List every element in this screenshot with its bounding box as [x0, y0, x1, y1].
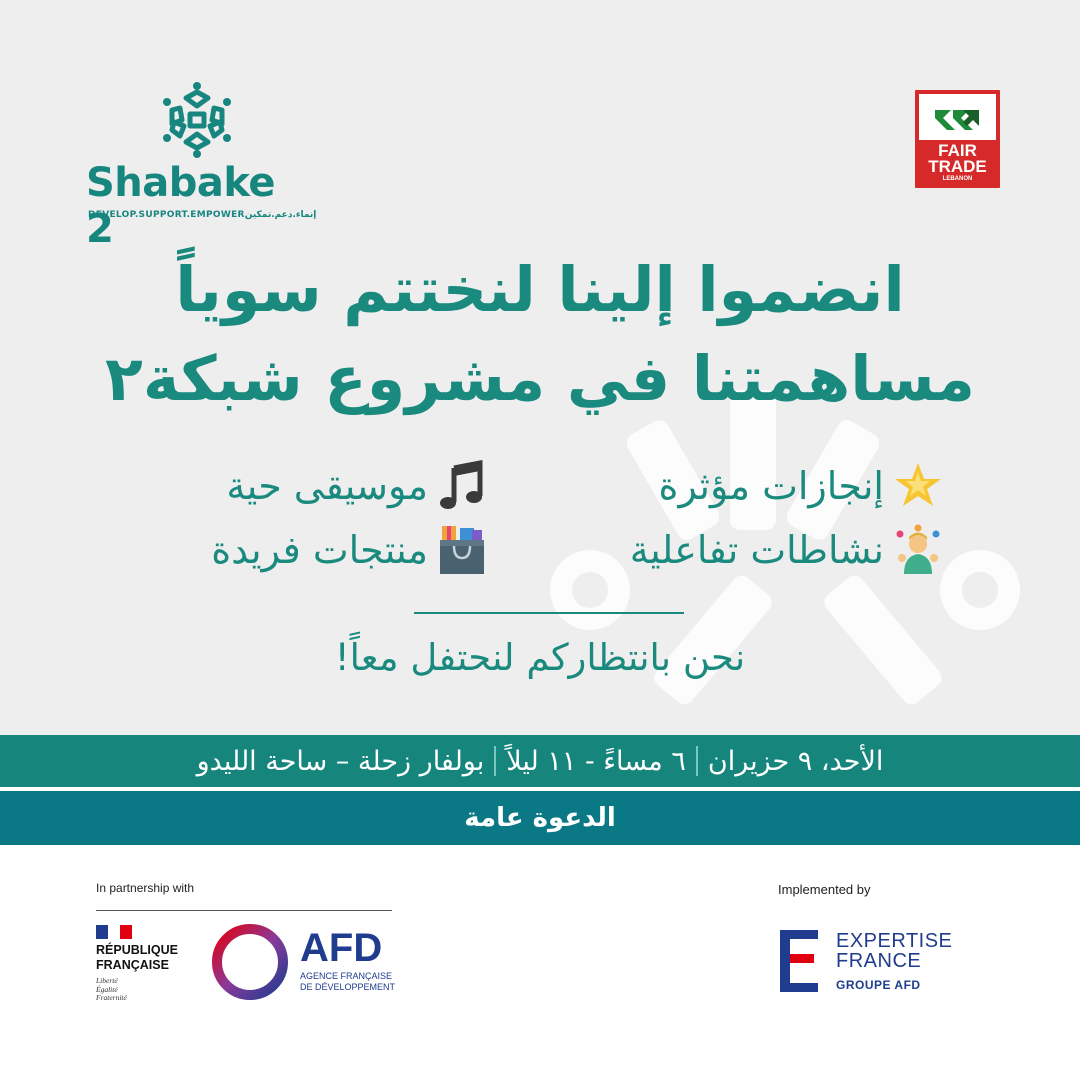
public-invitation-band: [0, 791, 1080, 845]
afd-ring-icon: [210, 922, 290, 1002]
event-time: ٦ مساءً - ١١ ليلاً: [506, 745, 686, 777]
feature-live-music: [226, 460, 488, 512]
afd-sub-line1: AGENCE FRANÇAISE: [300, 971, 393, 981]
fairtrade-line2: TRADE: [928, 157, 987, 176]
event-date: الأحد، ٩ حزيران: [707, 745, 884, 777]
separator: [494, 746, 496, 776]
partnership-rule: [96, 910, 392, 911]
divider: [414, 612, 684, 614]
shabake-logo: [86, 80, 317, 252]
fairtrade-logo-panel: [919, 94, 996, 140]
music-note-icon: [436, 460, 488, 512]
rf-motto-1: Liberté: [96, 976, 118, 985]
expertise-france-line1: EXPERTISE: [836, 930, 953, 952]
snowflake-icon: [160, 80, 234, 160]
expertise-france-line3: GROUPE AFD: [836, 978, 921, 992]
feature-label: منتجات فريدة: [211, 528, 428, 572]
afd-logo: [210, 922, 400, 1002]
brand-tagline-en: DEVELOP.SUPPORT.EMPOWER: [88, 210, 245, 220]
republique-francaise-logo: [96, 925, 196, 1005]
feature-label: إنجازات مؤثرة: [658, 464, 884, 508]
expertise-france-mark-icon: [780, 930, 818, 992]
separator: [696, 746, 698, 776]
public-note: الدعوة عامة: [464, 803, 616, 833]
event-location: بولفار زحلة – ساحة الليدو: [196, 745, 485, 777]
afd-subtitle: [300, 971, 395, 993]
juggler-icon: [892, 524, 944, 576]
brand-tagline-ar: إنماء.دعم.تمكين: [244, 210, 317, 220]
headline-line1: انضموا إلينا لنختتم سوياً: [175, 253, 905, 326]
partnership-label: In partnership with: [96, 881, 195, 895]
brand-tagline: [88, 210, 317, 220]
event-info-band: [0, 735, 1080, 787]
implemented-by-label: Implemented by: [778, 882, 871, 897]
rf-motto: [96, 977, 127, 1003]
rf-name: [96, 943, 178, 973]
star-icon: [892, 460, 944, 512]
rf-name-line1: RÉPUBLIQUE: [96, 943, 178, 957]
afd-name: AFD: [300, 926, 383, 970]
brand-name: Shabake 2: [86, 160, 276, 252]
rf-name-line2: FRANÇAISE: [96, 958, 169, 972]
french-flag-icon: [96, 925, 132, 939]
headline-line2: مساهمتنا في مشروع شبكة٢: [105, 342, 975, 415]
expertise-france-logo: [780, 930, 970, 994]
rf-motto-2: Égalité: [96, 984, 118, 994]
fairtrade-arrows-icon: [933, 104, 983, 134]
subline: نحن بانتظاركم لنحتفل معاً!: [334, 636, 746, 679]
fairtrade-lebanon-logo: [915, 90, 1000, 188]
feature-label: موسيقى حية: [226, 464, 428, 508]
feature-achievements: [659, 460, 944, 512]
feature-label: نشاطات تفاعلية: [629, 528, 884, 572]
feature-activities: [630, 524, 944, 576]
shopping-bag-icon: [436, 524, 488, 576]
rf-motto-3: Fraternité: [96, 993, 127, 1002]
fairtrade-line3: LEBANON: [942, 176, 973, 182]
feature-unique-products: [211, 524, 488, 576]
fairtrade-line1: FAIR: [938, 141, 977, 160]
expertise-france-line2: FRANCE: [836, 950, 922, 972]
afd-sub-line2: DE DÉVELOPPEMENT: [300, 982, 396, 992]
